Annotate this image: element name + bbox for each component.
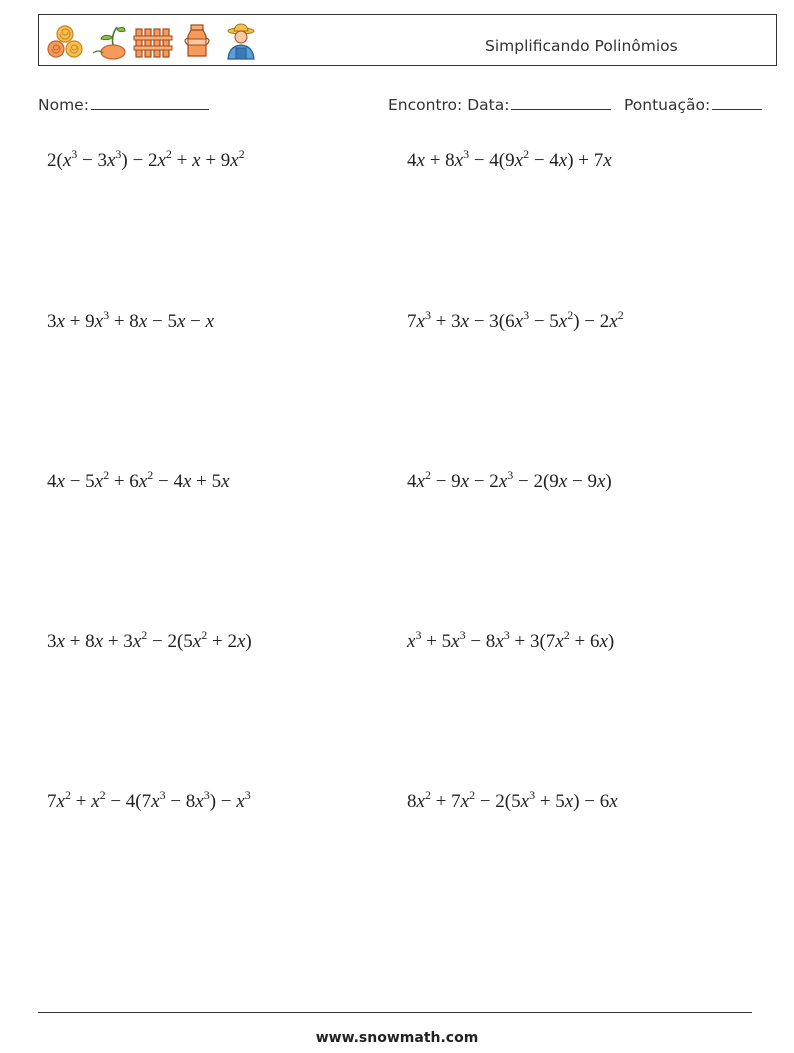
footer-divider bbox=[38, 1012, 752, 1013]
problem-1: $2(x^3 - 3x^3) - 2x^2 + x + 9x^2$ bbox=[47, 147, 245, 171]
problem-6: $4x^2 - 9x - 2x^3 - 2(9x - 9x)$ bbox=[407, 468, 612, 492]
score-field bbox=[624, 94, 762, 114]
problem-4: $7x^3 + 3x - 3(6x^3 - 5x^2) - 2x^2$ bbox=[407, 308, 624, 332]
name-field bbox=[38, 94, 209, 114]
problem-2: $4x + 8x^3 - 4(9x^2 - 4x) + 7x$ bbox=[407, 147, 612, 171]
name-label: Nome: bbox=[38, 96, 89, 114]
score-label: Pontuação: bbox=[624, 96, 711, 114]
problem-5: $4x - 5x^2 + 6x^2 - 4x + 5x$ bbox=[47, 468, 230, 492]
seedling-pumpkin-icon bbox=[89, 21, 129, 61]
problem-7: $3x + 8x + 3x^2 - 2(5x^2 + 2x)$ bbox=[47, 628, 252, 652]
header-icons bbox=[45, 21, 261, 63]
worksheet-header bbox=[38, 14, 777, 66]
name-blank[interactable] bbox=[91, 94, 209, 110]
meeting-label: Encontro: Data: bbox=[388, 96, 510, 114]
milk-can-icon bbox=[177, 21, 217, 61]
fence-icon bbox=[133, 21, 173, 61]
date-blank[interactable] bbox=[511, 94, 611, 110]
farmer-icon bbox=[221, 21, 261, 61]
problem-10: $8x^2 + 7x^2 - 2(5x^3 + 5x) - 6x$ bbox=[407, 788, 618, 812]
hay-bales-icon bbox=[45, 21, 85, 61]
meeting-field bbox=[388, 94, 611, 114]
worksheet-title: Simplificando Polinômios bbox=[485, 37, 678, 55]
problem-8: $x^3 + 5x^3 - 8x^3 + 3(7x^2 + 6x)$ bbox=[407, 628, 615, 652]
problem-9: $7x^2 + x^2 - 4(7x^3 - 8x^3) - x^3$ bbox=[47, 788, 251, 812]
score-blank[interactable] bbox=[712, 94, 762, 110]
footer-url: www.snowmath.com bbox=[315, 1030, 479, 1046]
problem-3: $3x + 9x^3 + 8x - 5x - x$ bbox=[47, 308, 215, 332]
